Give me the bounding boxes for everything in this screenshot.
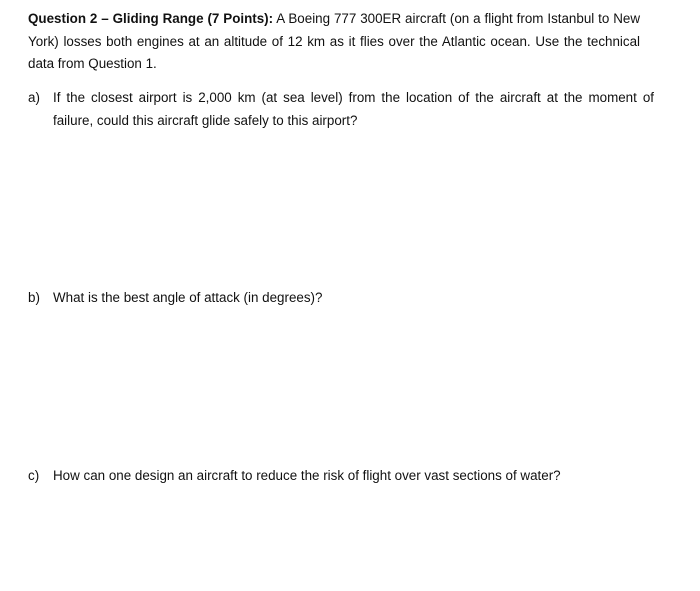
part-text: How can one design an aircraft to reduce the risk of flight over vast sections of water?	[53, 468, 561, 483]
part-marker: a)	[28, 90, 40, 105]
question-part-c	[28, 465, 654, 488]
part-marker: b)	[28, 290, 40, 305]
part-text: If the closest airport is 2,000 km (at sea level) from the location of the aircraft at the moment of failure, could this aircraft glide safely to this airport?	[53, 90, 654, 128]
part-text: What is the best angle of attack (in degrees)?	[53, 290, 323, 305]
question-intro	[28, 8, 640, 76]
question-body: A Boeing 777 300ER aircraft (on a flight from Istanbul to New York) losses both engines at an altitude of 12 km as it flies over the Atlantic ocean. Use the technical data from Question 1.	[28, 11, 641, 71]
question-heading: Question 2 – Gliding Range (7 Points):	[28, 11, 274, 26]
question-part-a	[28, 87, 654, 132]
part-marker: c)	[28, 468, 40, 483]
question-part-b	[28, 287, 654, 310]
